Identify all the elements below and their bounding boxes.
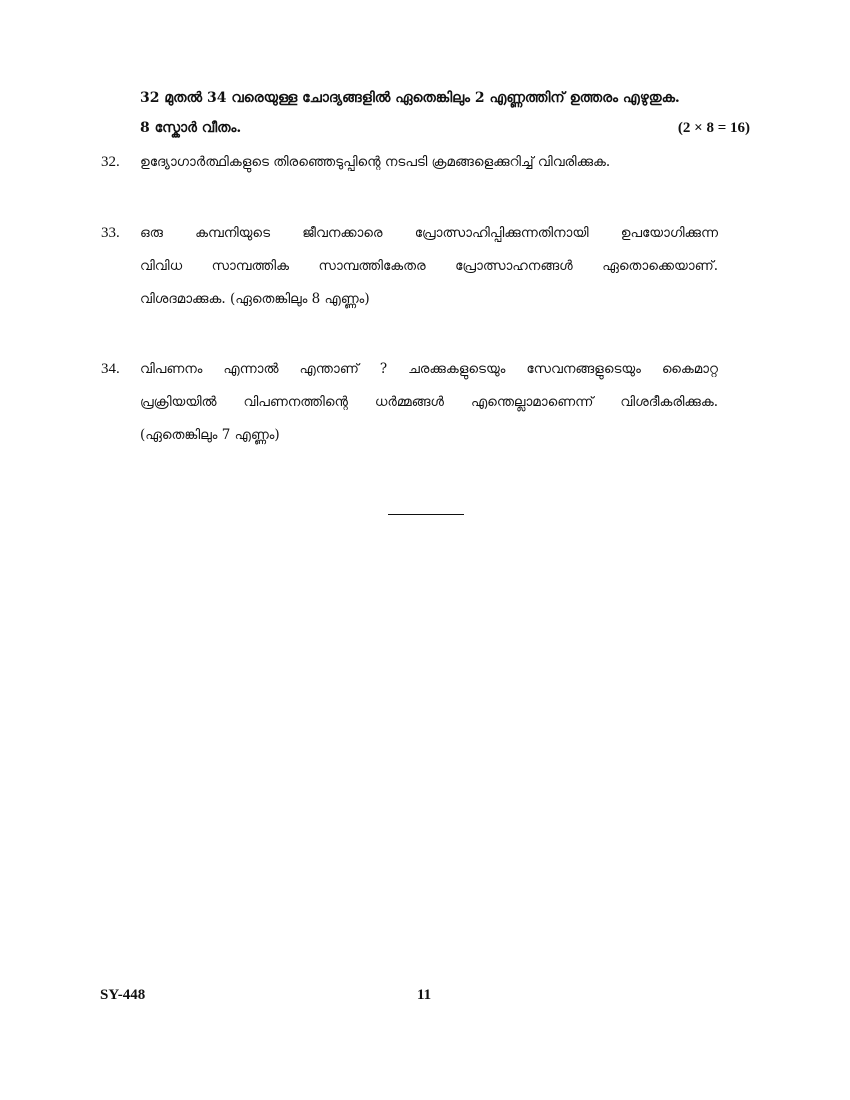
score-text: 8 സ്കോർ വീതം.	[140, 120, 242, 136]
question-33-line-2: വിവിധ സാമ്പത്തിക സാമ്പത്തികേതര പ്രോത്സാഹനങ്ങൾ ഏതൊക്കെയാണ്.	[140, 258, 718, 274]
question-33-line-3: വിശദമാക്കുക. (ഏതെങ്കിലും 8 എണ്ണം)	[140, 291, 370, 307]
question-34-line-3: (ഏതെങ്കിലും 7 എണ്ണം)	[140, 427, 280, 443]
marks-formula: (2 × 8 = 16)	[677, 120, 750, 136]
question-number-33: 33.	[101, 225, 120, 241]
question-34-line-1: വിപണനം എന്നാൽ എന്താണ് ? ചരക്കുകളുടെയും സേവനങ്ങളുടെയും കൈമാറ്റ	[140, 361, 718, 377]
question-34-line-2: പ്രക്രിയയിൽ വിപണനത്തിന്റെ ധർമ്മങ്ങൾ എന്തെല്ലാമാണെന്ന് വിശദീകരിക്കുക.	[140, 394, 718, 410]
instruction-text: 32 മുതൽ 34 വരെയുള്ള ചോദ്യങ്ങളിൽ ഏതെങ്കിലും 2 എണ്ണത്തിന് ഉത്തരം എഴുതുക.	[140, 90, 680, 106]
question-number-32: 32.	[101, 154, 120, 170]
paper-code: SY-448	[100, 987, 146, 1003]
question-number-34: 34.	[101, 361, 120, 377]
question-33-line-1: ഒരു കമ്പനിയുടെ ജീവനക്കാരെ പ്രോത്സാഹിപ്പിക്കുന്നതിനായി ഉപയോഗിക്കുന്ന	[140, 225, 718, 241]
section-instruction	[140, 88, 750, 108]
end-divider	[388, 514, 464, 515]
page-number: 11	[417, 987, 432, 1003]
question-32-line-1: ഉദ്യോഗാർത്ഥികളുടെ തിരഞ്ഞെടുപ്പിന്റെ നടപടി ക്രമങ്ങളെക്കുറിച്ച് വിവരിക്കുക.	[140, 154, 611, 170]
score-instruction	[140, 118, 750, 138]
